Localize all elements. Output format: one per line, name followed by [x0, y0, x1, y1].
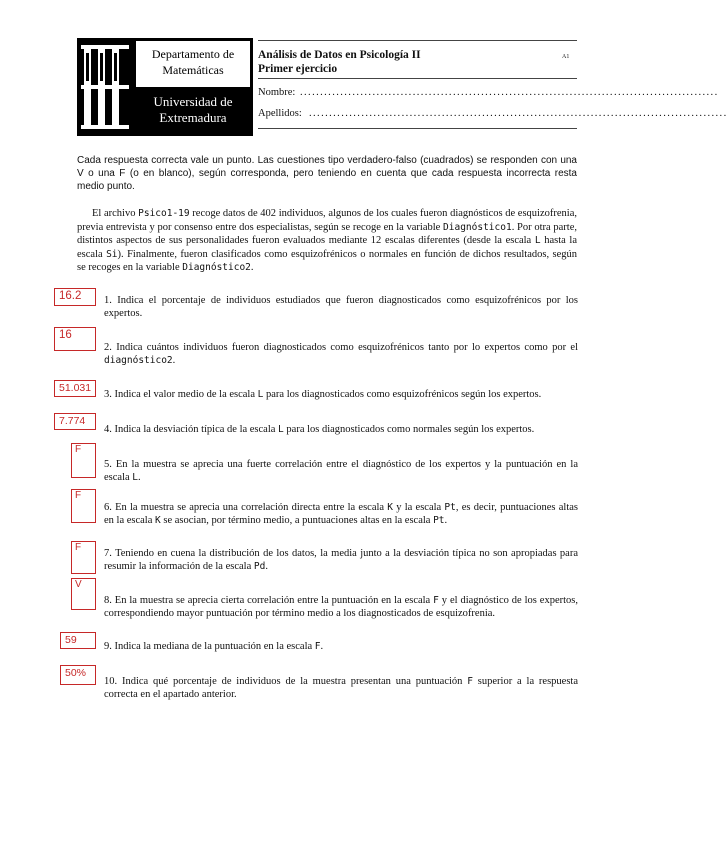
question-9: 9. Indica la mediana de la puntuación en la escala F. — [104, 641, 324, 652]
logo-line-1: Departamento de — [151, 47, 235, 61]
answer-box-6[interactable]: F — [71, 489, 96, 523]
header-top-rule — [258, 40, 577, 41]
apellidos-label: Apellidos: — [258, 108, 302, 119]
file-name: Psico1-19 — [138, 208, 190, 219]
exam-version: A1 — [562, 54, 570, 60]
answer-box-4[interactable]: 7.774 — [54, 413, 96, 430]
logo-line-3: Universidad de — [153, 94, 233, 109]
question-8: 8. En la muestra se aprecia cierta correlación entre la puntuación en la escala F y el diagnóstico de los expertos, correspondiendo mayor puntuación por término medio a los diagnosticados de esquizofrenia. — [104, 595, 578, 620]
logo-line-4: Extremadura — [159, 110, 227, 125]
header-bottom-rule — [258, 128, 577, 129]
answer-box-3[interactable]: 51.031 — [54, 380, 96, 397]
nombre-field[interactable]: ........................................................................................................ — [300, 87, 719, 98]
var-diagnostico1: Diagnóstico1 — [443, 221, 512, 233]
answer-box-5[interactable]: F — [71, 443, 96, 478]
exam-title: Análisis de Datos en Psicología II — [258, 49, 421, 61]
logo-line-2: Matemáticas — [162, 63, 224, 77]
answer-box-9[interactable]: 59 — [60, 632, 96, 649]
question-1: 1. Indica el porcentaje de individuos estudiados que fueron diagnosticados como esquizofrénicos por los expertos. — [104, 295, 578, 320]
university-logo — [77, 38, 253, 136]
answer-box-2[interactable]: 16 — [54, 327, 96, 351]
question-6: 6. En la muestra se aprecia una correlación directa entre la escala K y la escala Pt, es decir, puntuaciones altas en la escala K se asocian, por término medio, a puntuaciones altas en la escala Pt. — [104, 502, 578, 527]
question-5: 5. En la muestra se aprecia una fuerte correlación entre el diagnóstico de los expertos y la puntuación en la escala L. — [104, 459, 578, 484]
intro-paragraph: El archivo Psico1-19 recoge datos de 402 individuos, algunos de los cuales fueron diagnósticos de esquizofrenia, previa entrevista y por consenso entre dos especialistas, según se recoge en la variable Diagnóstico1. Por otra parte, distintos aspectos de sus personalidades fueron evaluados mediante 12 escalas diferentes (desde la escala L hasta la escala Si). Finalmente, fueron clasificados como esquizofrénicos o normales en función de dichos resultados, según se recoges en la variable Diagnóstico2. — [77, 208, 578, 274]
exam-subtitle: Primer ejercicio — [258, 63, 338, 75]
question-4: 4. Indica la desviación típica de la escala L para los diagnosticados como normales según los expertos. — [104, 424, 535, 435]
question-2: 2. Indica cuántos individuos fueron diagnosticados como esquizofrénicos tanto por lo expertos como por el diagnóstico2. — [104, 342, 578, 367]
header-mid-rule — [258, 78, 577, 79]
question-7: 7. Teniendo en cuena la distribución de los datos, la media junto a la desviación típica no son apropiadas para resumir la información de la escala Pd. — [104, 548, 578, 573]
question-10: 10. Indica qué porcentaje de individuos de la muestra presentan una puntuación F superior a la respuesta correcta en el apartado anterior. — [104, 676, 579, 701]
answer-box-8[interactable]: V — [71, 578, 96, 610]
nombre-label: Nombre: — [258, 87, 296, 98]
answer-box-10[interactable]: 50% — [60, 665, 96, 685]
instructions: Cada respuesta correcta vale un punto. Las cuestiones tipo verdadero-falso (cuadrados) se responden con una V o una F (o en blanco), según corresponda, pero teniendo en cuenta que cada respuesta incorrecta resta medio punto. — [77, 155, 577, 192]
var-diagnostico2: Diagnóstico2 — [182, 262, 251, 274]
answer-box-1[interactable]: 16.2 — [54, 288, 96, 306]
answer-box-7[interactable]: F — [71, 541, 96, 574]
question-3: 3. Indica el valor medio de la escala L para los diagnosticados como esquizofrénicos según los expertos. — [104, 389, 542, 400]
apellidos-field[interactable]: ........................................................................................................ — [309, 108, 728, 119]
